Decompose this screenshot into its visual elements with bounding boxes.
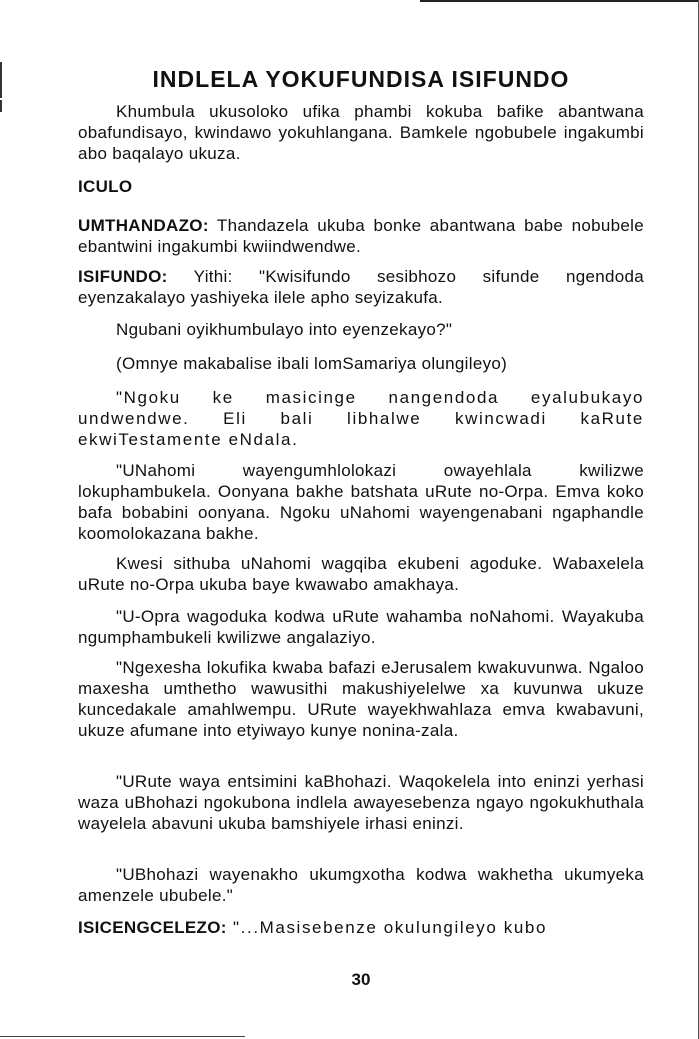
story-paragraph: "UBhohazi wayenakho ukumgxotha kodwa wakhetha ukumyeka amenzele ububele."	[78, 865, 644, 905]
story-paragraph: Kwesi sithuba uNahomi wagqiba ekubeni agoduke. Wabaxelela uRute no-Orpa ukuba baye kwawabo amakhaya.	[78, 554, 644, 594]
umthandazo-label: UMTHANDAZO:	[78, 216, 209, 235]
question-paragraph: Ngubani oyikhumbulayo into eyenzekayo?"	[116, 320, 453, 339]
iculo-label: ICULO	[78, 177, 133, 196]
isicengcelezo-text: "...Masisebenze okulungileyo kubo	[226, 918, 548, 937]
umthandazo-paragraph	[78, 215, 644, 257]
story-paragraph: "U-Opra wagoduka kodwa uRute wahamba noNahomi. Wayakuba ngumphambukeli kwilizwe angalaziyo.	[78, 607, 644, 647]
left-margin-mark	[0, 100, 2, 112]
isicengcelezo-label: ISICENGCELEZO:	[78, 918, 227, 937]
isifundo-paragraph	[78, 266, 644, 308]
page-title: INDLELA YOKUFUNDISA ISIFUNDO	[152, 66, 570, 92]
isifundo-text: Yithi: "Kwisifundo sesibhozo sifunde ngendoda eyenzakalayo yashiyeka ilele apho seyizakufa.	[78, 267, 644, 307]
instruction-paragraph: (Omnye makabalise ibali lomSamariya olungileyo)	[116, 354, 508, 373]
story-paragraph: "URute waya entsimini kaBhohazi. Waqokelela into eninzi yerhasi waza uBhohazi ngokubona indlela awayesebenza ngayo ngokukhuthala wayelela abavuni ukuba bamshiyele irhasi eninzi.	[78, 772, 644, 833]
umthandazo-text: Thandazela ukuba bonke abantwana babe nobubele ebantwini ingakumbi kwiindwendwe.	[78, 216, 644, 256]
isicengcelezo-paragraph	[78, 917, 644, 938]
story-paragraph: "Ngoku ke masicinge nangendoda eyalubukayo undwendwe. Eli bali libhalwe kwincwadi kaRute ekwiTestamente eNdala.	[78, 388, 644, 449]
left-margin-mark	[0, 62, 2, 98]
story-paragraph: "UNahomi wayengumhlolokazi owayehlala kwilizwe lokuphambukela. Oonyana bakhe batshata uRute no-Orpa. Emva koko bafa bobabini oonyana. Ngoku uNahomi wayengenabani ngaphandle koomolokazana bakhe.	[78, 461, 644, 543]
intro-paragraph: Khumbula ukusoloko ufika phambi kokuba bafike abantwana obafundisayo, kwindawo yokuhlangana. Bamkele ngobubele ingakumbi abo baqalayo ukuza.	[78, 102, 644, 163]
iculo-heading	[78, 176, 644, 197]
top-rule	[420, 0, 699, 2]
bottom-rule	[0, 1036, 245, 1037]
page-number: 30	[351, 970, 371, 989]
isifundo-label: ISIFUNDO:	[78, 267, 168, 286]
story-paragraph: "Ngexesha lokufika kwaba bafazi eJerusalem kwakuvunwa. Ngaloo maxesha umthetho wawusithi makushiyelelwe xa kuvunwa ukuze kuncedakale amahlwempu. URute wayekhwahlaza emva kwabavuni, ukuze afumane into etyiwayo kunye nonina-zala.	[78, 658, 644, 740]
